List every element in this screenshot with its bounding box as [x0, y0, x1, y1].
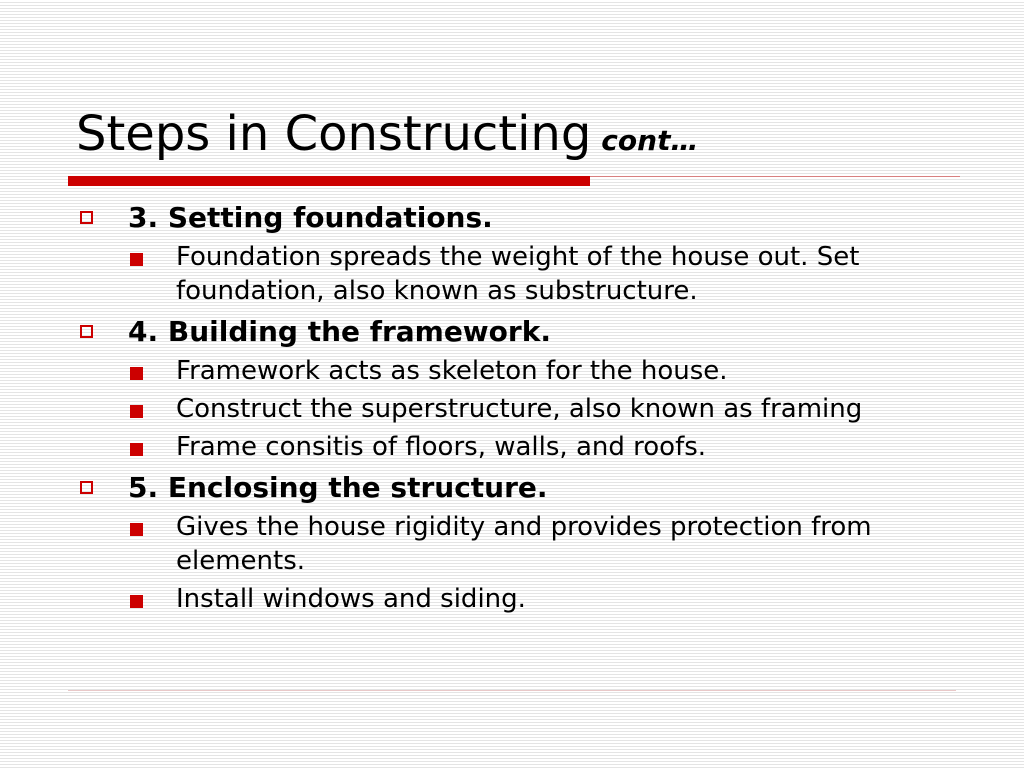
section-heading	[76, 200, 956, 236]
section-item	[76, 240, 956, 308]
filled-square-bullet-icon	[130, 443, 143, 456]
filled-square-bullet-icon	[130, 595, 143, 608]
section-item	[76, 392, 956, 426]
section-item	[76, 582, 956, 616]
section-heading-text: 4. Building the framework.	[128, 315, 551, 348]
section-heading	[76, 314, 956, 350]
filled-square-bullet-icon	[130, 367, 143, 380]
slide-title	[76, 104, 698, 171]
filled-square-bullet-icon	[130, 405, 143, 418]
section-item	[76, 430, 956, 464]
section-item-text: Frame consitis of floors, walls, and roofs.	[176, 432, 707, 462]
filled-square-bullet-icon	[130, 523, 143, 536]
title-underline-thin	[590, 176, 960, 177]
section-item-text: Construct the superstructure, also known as framing	[176, 394, 863, 424]
footer-divider	[68, 690, 956, 691]
section-heading-text: 5. Enclosing the structure.	[128, 471, 548, 504]
filled-square-bullet-icon	[130, 253, 143, 266]
section-heading	[76, 470, 956, 506]
section-item-text: Foundation spreads the weight of the house out. Set foundation, also known as substructure.	[176, 242, 860, 306]
section-item-text: Install windows and siding.	[176, 584, 526, 614]
section-item-text: Framework acts as skeleton for the house.	[176, 356, 728, 386]
section-item	[76, 510, 956, 578]
hollow-square-bullet-icon	[80, 325, 93, 338]
section-heading-text: 3. Setting foundations.	[128, 201, 493, 234]
title-suffix: cont…	[601, 124, 699, 157]
bullet-list	[76, 200, 956, 616]
hollow-square-bullet-icon	[80, 481, 93, 494]
section-item-text: Gives the house rigidity and provides protection from elements.	[176, 512, 872, 576]
title-underline-accent	[68, 176, 590, 186]
hollow-square-bullet-icon	[80, 211, 93, 224]
title-text: Steps in Constructing	[76, 106, 592, 162]
section-item	[76, 354, 956, 388]
